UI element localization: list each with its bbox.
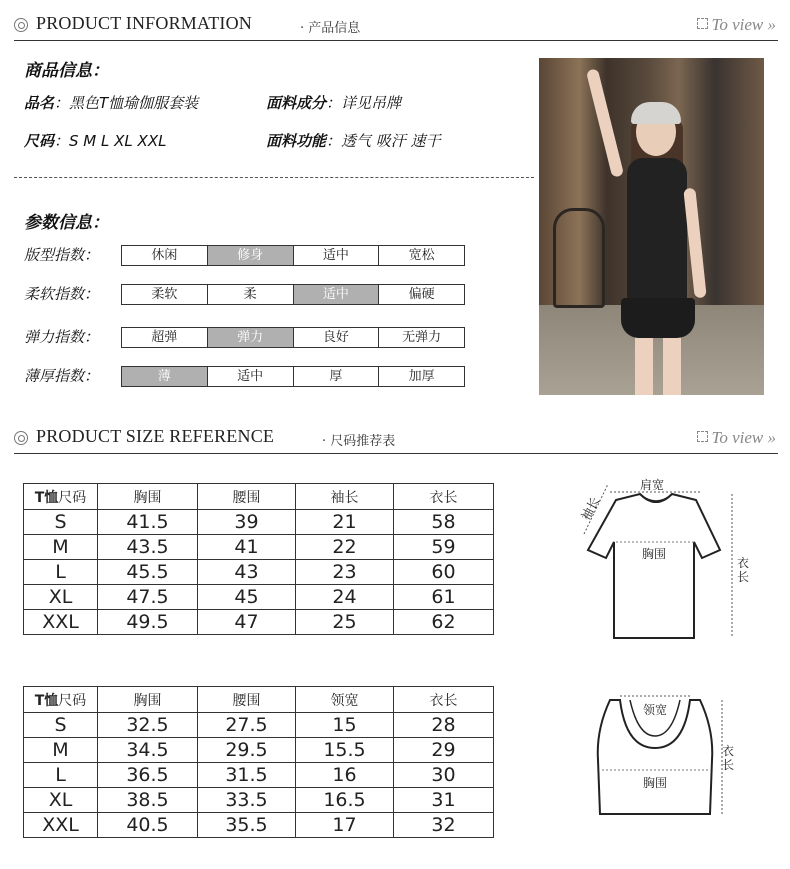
column-header: 腰围 bbox=[198, 484, 296, 510]
table-cell: 21 bbox=[296, 510, 394, 535]
table-cell: M bbox=[24, 738, 98, 763]
dashed-divider bbox=[14, 177, 534, 178]
header-divider bbox=[14, 40, 778, 41]
param-label: 柔软指数： bbox=[24, 285, 100, 303]
table-cell: 40.5 bbox=[98, 813, 198, 838]
table-cell: 58 bbox=[394, 510, 494, 535]
table-cell: 41.5 bbox=[98, 510, 198, 535]
param-option: 休闲 bbox=[151, 248, 178, 263]
table-cell: 49.5 bbox=[98, 610, 198, 635]
length-label: 衣长 bbox=[722, 744, 735, 772]
param-index-bar bbox=[121, 327, 465, 348]
table-cell: S bbox=[24, 713, 98, 738]
table-cell: 15 bbox=[296, 713, 394, 738]
table-cell: 16 bbox=[296, 763, 394, 788]
product-photo bbox=[539, 58, 764, 395]
product-info-heading: 商品信息： bbox=[24, 61, 109, 81]
table-cell: 22 bbox=[296, 535, 394, 560]
target-icon bbox=[14, 431, 28, 445]
params-heading: 参数信息： bbox=[24, 213, 109, 233]
table-row bbox=[24, 738, 494, 763]
table-cell: 38.5 bbox=[98, 788, 198, 813]
column-header: 衣长 bbox=[394, 687, 494, 713]
neck-label: 领宽 bbox=[643, 703, 668, 717]
table-cell: 17 bbox=[296, 813, 394, 838]
column-header: 领宽 bbox=[296, 687, 394, 713]
table-cell: 34.5 bbox=[98, 738, 198, 763]
table-cell: XL bbox=[24, 788, 98, 813]
section-title-cn: · 尺码推荐表 bbox=[322, 434, 396, 449]
table-cell: 45 bbox=[198, 585, 296, 610]
param-index-bar bbox=[121, 245, 465, 266]
table-cell: XXL bbox=[24, 813, 98, 838]
length-label: 衣长 bbox=[737, 556, 750, 584]
table-cell: 36.5 bbox=[98, 763, 198, 788]
param-option: 柔软 bbox=[151, 287, 178, 302]
to-view-link[interactable]: To view » bbox=[697, 428, 776, 448]
table-cell: 32.5 bbox=[98, 713, 198, 738]
table-cell: 31 bbox=[394, 788, 494, 813]
table-cell: 32 bbox=[394, 813, 494, 838]
expand-icon bbox=[697, 18, 708, 29]
param-option: 宽松 bbox=[378, 246, 464, 265]
table-cell: 43 bbox=[198, 560, 296, 585]
size-column-header: T恤尺码 bbox=[24, 484, 98, 510]
table-row bbox=[24, 813, 494, 838]
table-cell: 16.5 bbox=[296, 788, 394, 813]
param-label: 弹力指数： bbox=[24, 328, 100, 346]
table-cell: XL bbox=[24, 585, 98, 610]
table-header-row bbox=[24, 687, 494, 713]
table-row bbox=[24, 510, 494, 535]
table-cell: 31.5 bbox=[198, 763, 296, 788]
table-cell: 30 bbox=[394, 763, 494, 788]
column-header: 腰围 bbox=[198, 687, 296, 713]
to-view-link[interactable]: To view » bbox=[697, 15, 776, 35]
table-cell: 43.5 bbox=[98, 535, 198, 560]
table-cell: 59 bbox=[394, 535, 494, 560]
table-cell: S bbox=[24, 510, 98, 535]
param-option: 偏硬 bbox=[378, 285, 464, 304]
table-cell: 47.5 bbox=[98, 585, 198, 610]
section-title-en: PRODUCT INFORMATION bbox=[36, 13, 252, 33]
param-label: 版型指数： bbox=[24, 246, 100, 264]
column-header: 胸围 bbox=[98, 484, 198, 510]
param-label: 薄厚指数： bbox=[24, 367, 100, 385]
fabric-function: 面料功能：透气 吸汗 速干 bbox=[266, 132, 441, 150]
expand-icon bbox=[697, 431, 708, 442]
param-option: 良好 bbox=[293, 328, 379, 347]
table-cell: 41 bbox=[198, 535, 296, 560]
size-column-header: T恤尺码 bbox=[24, 687, 98, 713]
target-icon bbox=[14, 18, 28, 32]
param-option-selected: 修身 bbox=[207, 246, 293, 265]
table-cell: 62 bbox=[394, 610, 494, 635]
param-option: 柔 bbox=[207, 285, 293, 304]
table-row bbox=[24, 585, 494, 610]
table-cell: 45.5 bbox=[98, 560, 198, 585]
fabric-composition: 面料成分：详见吊牌 bbox=[266, 94, 402, 112]
table-cell: 25 bbox=[296, 610, 394, 635]
table-cell: 35.5 bbox=[198, 813, 296, 838]
table-cell: 27.5 bbox=[198, 713, 296, 738]
table-cell: 24 bbox=[296, 585, 394, 610]
shoulder-label: 肩宽 bbox=[640, 478, 665, 492]
table-row bbox=[24, 788, 494, 813]
param-option: 无弹力 bbox=[378, 328, 464, 347]
param-option: 适中 bbox=[293, 246, 379, 265]
bra-size-table bbox=[23, 686, 494, 838]
param-index-bar bbox=[121, 284, 465, 305]
table-cell: 15.5 bbox=[296, 738, 394, 763]
table-cell: 33.5 bbox=[198, 788, 296, 813]
table-cell: 60 bbox=[394, 560, 494, 585]
table-header-row bbox=[24, 484, 494, 510]
header-divider bbox=[14, 453, 778, 454]
table-cell: 28 bbox=[394, 713, 494, 738]
table-cell: L bbox=[24, 763, 98, 788]
param-option: 厚 bbox=[293, 367, 379, 386]
param-index-bar bbox=[121, 366, 465, 387]
param-option: 加厚 bbox=[378, 367, 464, 386]
column-header: 衣长 bbox=[394, 484, 494, 510]
product-sizes: 尺码：S M L XL XXL bbox=[24, 132, 167, 150]
table-row bbox=[24, 763, 494, 788]
table-row bbox=[24, 535, 494, 560]
table-cell: M bbox=[24, 535, 98, 560]
chest-label: 胸围 bbox=[643, 776, 668, 790]
product-information-header bbox=[14, 12, 778, 42]
table-cell: 23 bbox=[296, 560, 394, 585]
table-row bbox=[24, 560, 494, 585]
product-name: 品名：黑色T恤瑜伽服套装 bbox=[24, 94, 199, 112]
sleeve-label: 袖长 bbox=[578, 494, 603, 523]
section-title-en: PRODUCT SIZE REFERENCE bbox=[36, 426, 275, 446]
section-title-cn: · 产品信息 bbox=[300, 21, 361, 36]
param-option-selected: 弹力 bbox=[207, 328, 293, 347]
table-cell: 47 bbox=[198, 610, 296, 635]
table-cell: XXL bbox=[24, 610, 98, 635]
size-reference-header bbox=[14, 425, 778, 455]
table-cell: 29 bbox=[394, 738, 494, 763]
param-option-selected: 适中 bbox=[293, 285, 379, 304]
table-cell: 29.5 bbox=[198, 738, 296, 763]
column-header: 袖长 bbox=[296, 484, 394, 510]
param-option: 超弹 bbox=[151, 330, 178, 345]
table-cell: 61 bbox=[394, 585, 494, 610]
table-row bbox=[24, 713, 494, 738]
table-cell: 39 bbox=[198, 510, 296, 535]
table-row bbox=[24, 610, 494, 635]
column-header: 胸围 bbox=[98, 687, 198, 713]
param-option: 适中 bbox=[207, 367, 293, 386]
tshirt-size-table bbox=[23, 483, 494, 635]
table-cell: L bbox=[24, 560, 98, 585]
param-option-selected: 薄 bbox=[122, 367, 207, 386]
chest-label: 胸围 bbox=[642, 547, 667, 561]
